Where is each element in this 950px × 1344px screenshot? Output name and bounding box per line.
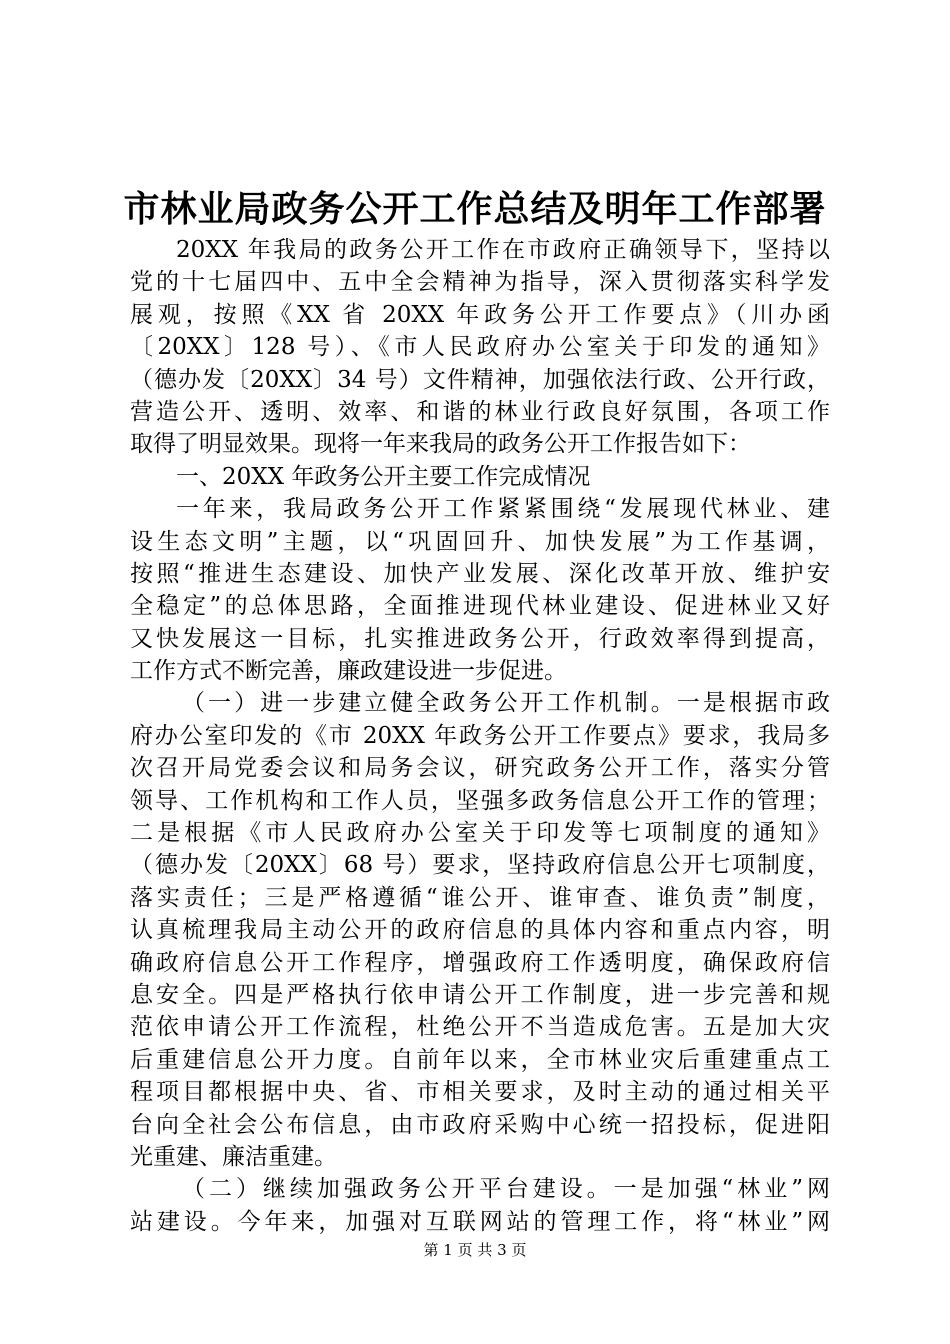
paragraph-line: 领导、工作机构和工作人员，坚强多政务信息公开工作的管理；: [130, 787, 830, 814]
page-indicator: 第 1 页 共 3 页: [423, 1241, 527, 1259]
paragraph-line: 一、20XX 年政务公开主要工作完成情况: [176, 463, 591, 490]
paragraph-line: 次召开局党委会议和局务会议，研究政务公开工作，落实分管: [130, 755, 830, 782]
paragraph-line: 确政府信息公开工作程序，增强政府工作透明度，确保政府信: [130, 949, 830, 976]
document-body: [130, 234, 830, 1238]
paragraph-line: 后重建信息公开力度。自前年以来，全市林业灾后重建重点工: [130, 1046, 830, 1073]
paragraph-line: 落实责任；三是严格遵循“谁公开、谁审查、谁负责”制度，: [130, 884, 830, 911]
paragraph-line: 20XX 年我局的政务公开工作在市政府正确领导下，坚持以: [176, 237, 830, 263]
paragraph-line: 府办公室印发的《市 20XX 年政务公开工作要点》要求，我局多: [130, 722, 830, 749]
paragraph-line: （二）继续加强政务公开平台建设。一是加强“林业”网: [182, 1176, 830, 1203]
paragraph-line: 光重建、廉洁重建。: [130, 1143, 337, 1170]
paragraph-line: 息安全。四是严格执行依申请公开工作制度，进一步完善和规: [130, 981, 830, 1008]
document-title: 市林业局政务公开工作总结及明年工作部署: [123, 189, 827, 230]
paragraph-line: 〔20XX〕128 号）、《市人民政府办公室关于印发的通知》: [130, 334, 830, 361]
paragraph-line: （一）进一步建立健全政务公开工作机制。一是根据市政: [182, 690, 830, 717]
paragraph-line: 营造公开、透明、效率、和谐的林业行政良好氛围，各项工作: [130, 398, 830, 425]
paragraph-line: 一年来，我局政务公开工作紧紧围绕“发展现代林业、建: [176, 496, 830, 523]
paragraph-line: 设生态文明”主题，以“巩固回升、加快发展”为工作基调，: [130, 528, 830, 555]
paragraph-line: 全稳定”的总体思路，全面推进现代林业建设、促进林业又好: [130, 593, 830, 620]
paragraph-line: 又快发展这一目标，扎实推进政务公开，行政效率得到提高，: [130, 625, 830, 652]
paragraph-line: 认真梳理我局主动公开的政府信息的具体内容和重点内容，明: [130, 917, 830, 944]
paragraph-line: 工作方式不断完善，廉政建设进一步促进。: [130, 658, 567, 685]
paragraph-line: 按照“推进生态建设、加快产业发展、深化改革开放、维护安: [130, 560, 830, 587]
paragraph-line: 范依申请公开工作流程，杜绝公开不当造成危害。五是加大灾: [130, 1014, 830, 1041]
paragraph-line: 二是根据《市人民政府办公室关于印发等七项制度的通知》: [130, 820, 830, 847]
paragraph-line: （德办发〔20XX〕68 号）要求，坚持政府信息公开七项制度，: [130, 852, 830, 879]
paragraph-line: 站建设。今年来，加强对互联网站的管理工作，将“林业”网: [130, 1208, 830, 1235]
paragraph-line: 取得了明显效果。现将一年来我局的政务公开工作报告如下：: [130, 431, 751, 458]
paragraph-line: 党的十七届四中、五中全会精神为指导，深入贯彻落实科学发: [130, 269, 830, 296]
paragraph-line: 台向全社会公布信息，由市政府采购中心统一招投标，促进阳: [130, 1111, 830, 1138]
paragraph-line: （德办发〔20XX〕34 号）文件精神，加强依法行政、公开行政，: [130, 366, 830, 393]
paragraph-line: 展观，按照《XX 省 20XX 年政务公开工作要点》（川办函: [130, 301, 830, 328]
paragraph-line: 程项目都根据中央、省、市相关要求，及时主动的通过相关平: [130, 1079, 830, 1106]
